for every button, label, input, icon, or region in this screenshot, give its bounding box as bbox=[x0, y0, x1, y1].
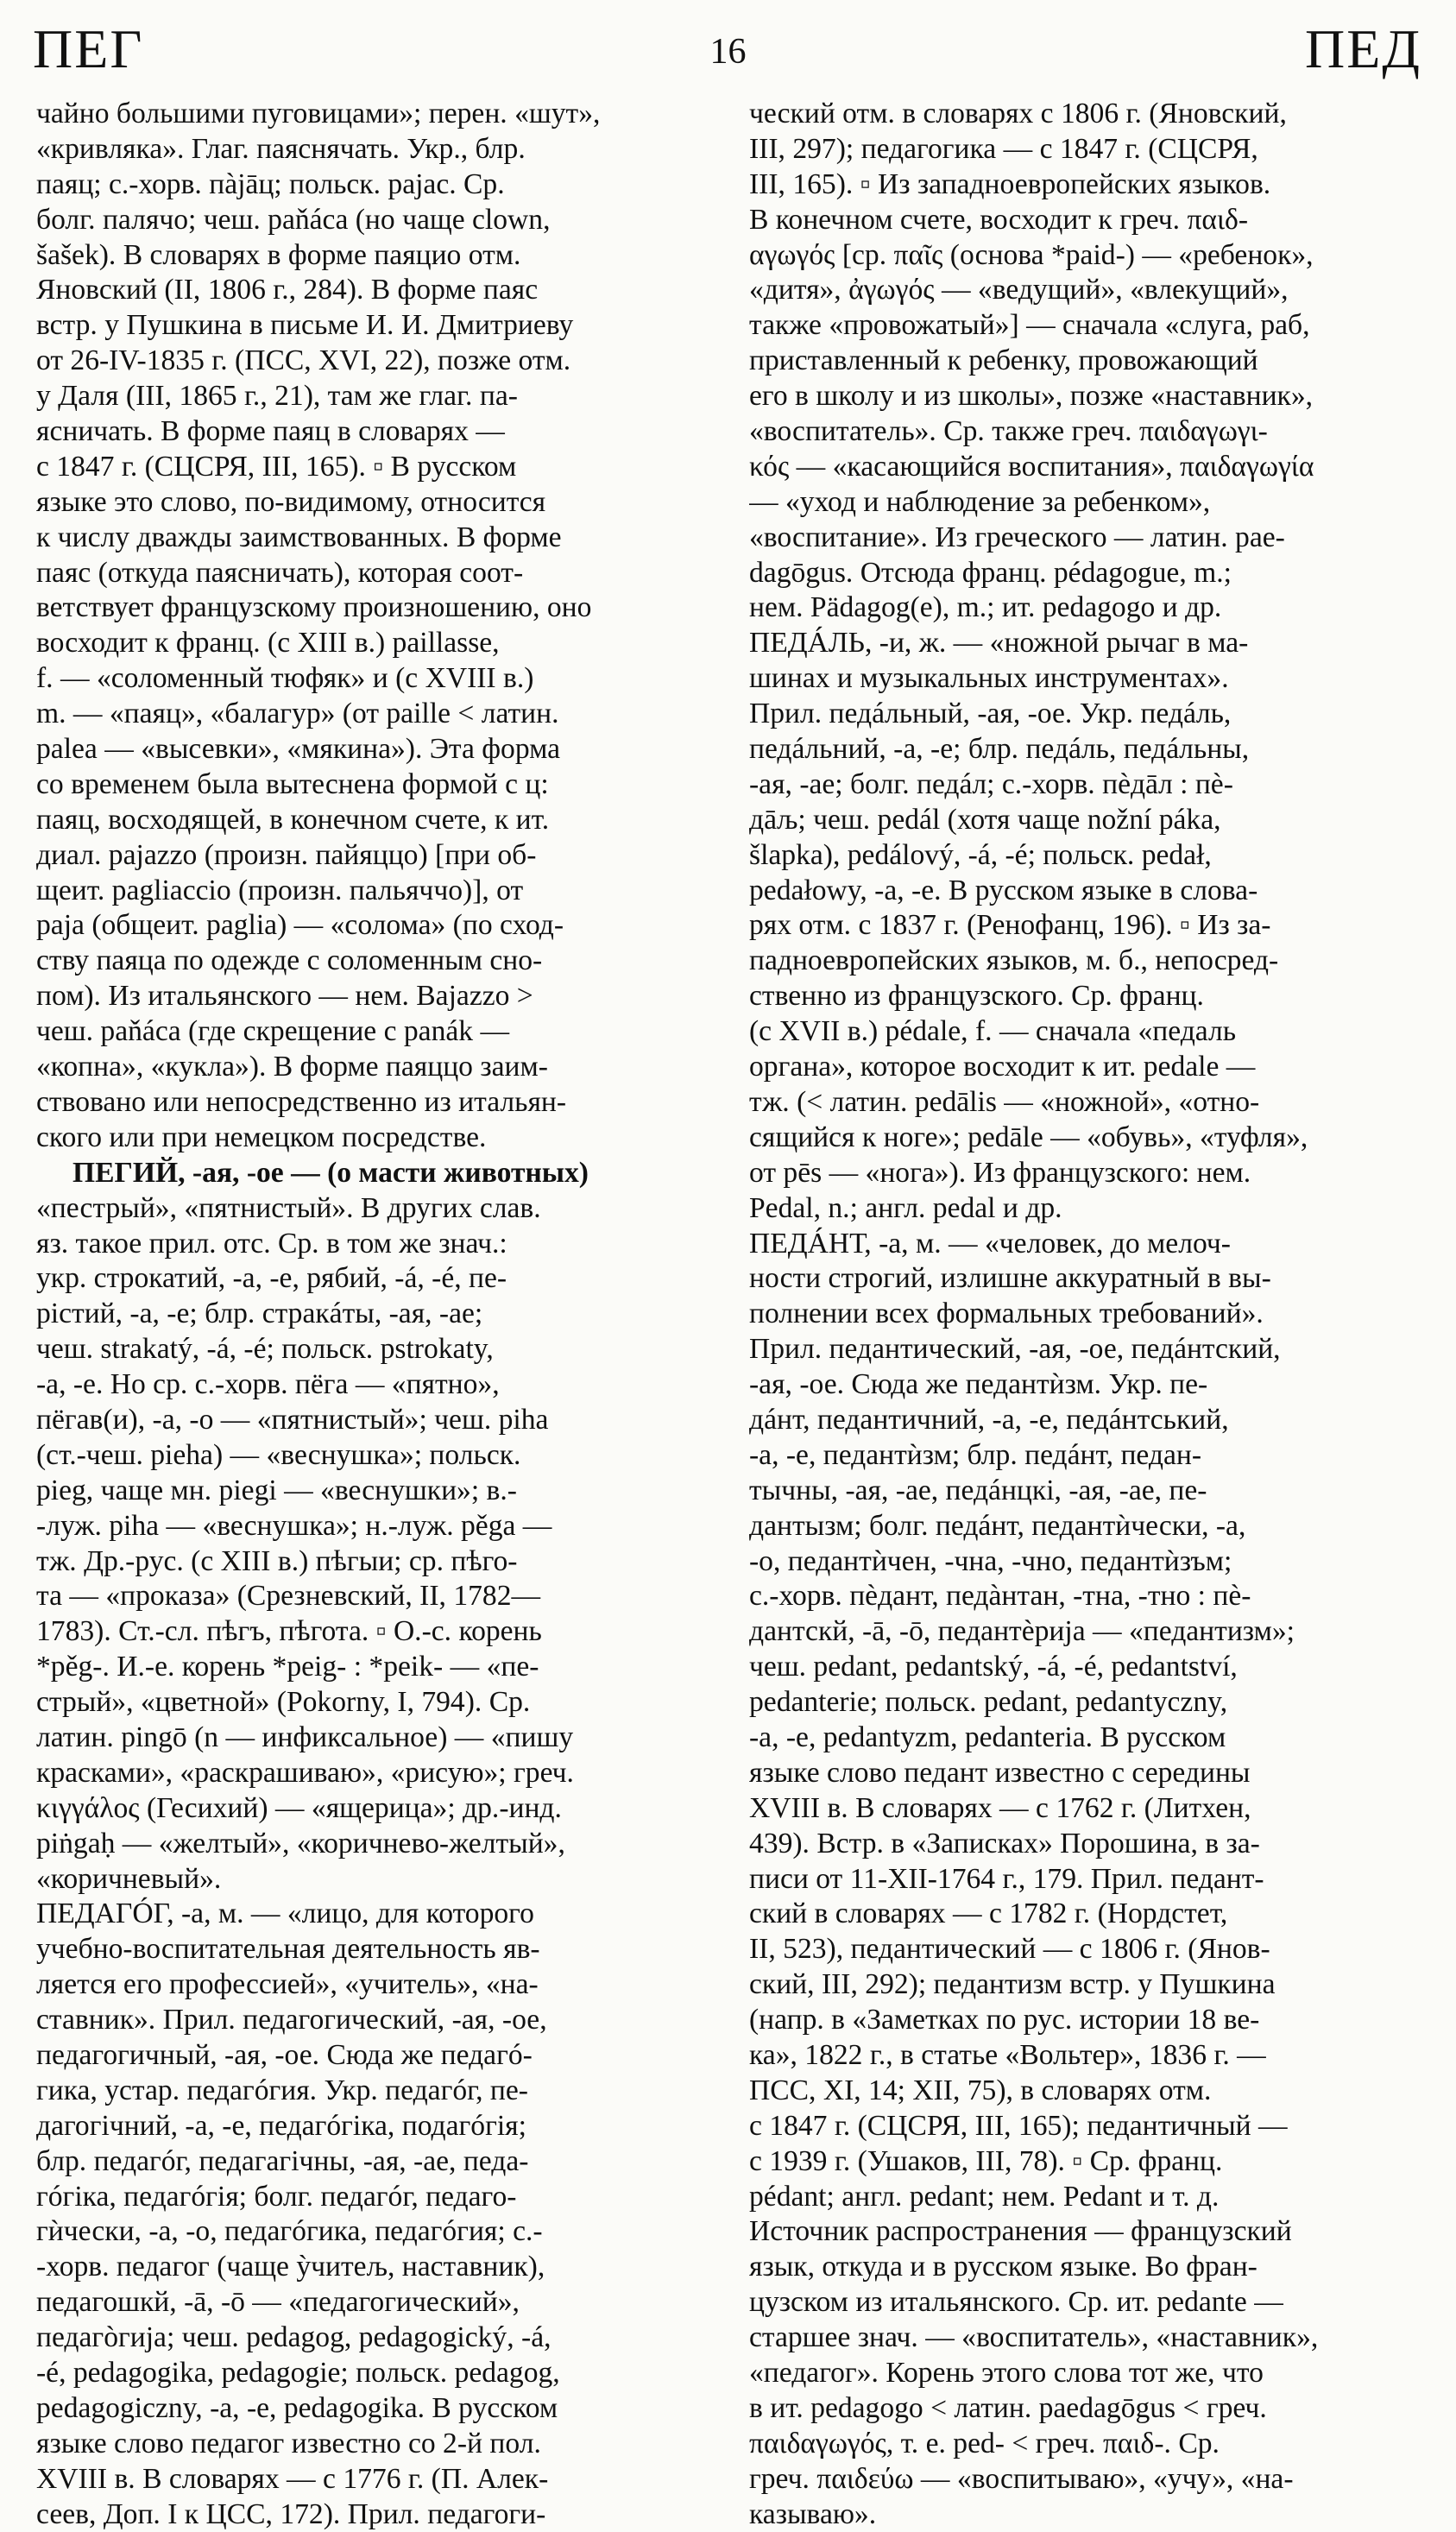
text-line: дāљ; чеш. pedál (хотя чаще nožní páka, bbox=[749, 803, 1221, 836]
text-line: приставленный к ребенку, провожающий bbox=[749, 344, 1258, 377]
text-line: pedanterie; польск. pedant, pedantyczny, bbox=[749, 1686, 1228, 1719]
text-line: «кривляка». Глаг. паяснячать. Укр., блр. bbox=[36, 132, 526, 165]
text-line: педагошкй, -ā, -ō — «педагогический», bbox=[36, 2286, 520, 2319]
text-line: встр. у Пушкина в письме И. И. Дмитриеву bbox=[36, 309, 574, 342]
entry-headword-line: ПЕГИЙ, -ая, -ое — (о масти животных) bbox=[72, 1156, 589, 1189]
text-line: 439). Встр. в «Записках» Порошина, в за- bbox=[749, 1827, 1260, 1860]
text-line: восходит к франц. (с XIII в.) paillasse, bbox=[36, 627, 500, 660]
text-line: полнении всех формальных требований». bbox=[749, 1298, 1264, 1330]
text-line: падноевропейских языков, м. б., непосред- bbox=[749, 944, 1279, 977]
right-guide-word: ПЕД bbox=[1305, 18, 1421, 79]
text-line: диал. pajazzo (произн. пайяццо) [при об- bbox=[36, 838, 537, 871]
text-line: нем. Pädagog(e), m.; ит. pedagogo и др. bbox=[749, 591, 1222, 624]
text-line: болг. палячо; чеш. paňáca (но чаще clown, bbox=[36, 203, 551, 236]
text-line: ясничать. В форме паяц в словарях — bbox=[36, 415, 505, 448]
text-line: (с XVII в.) pédale, f. — сначала «педаль bbox=[749, 1015, 1237, 1048]
text-line: латин. pingō (n — инфиксальное) — «пишу bbox=[36, 1721, 574, 1753]
text-line: — «уход и наблюдение за ребенком», bbox=[749, 485, 1211, 518]
text-line: ский в словарях — с 1782 г. (Нордстет, bbox=[749, 1897, 1228, 1930]
text-line: XVIII в. В словарях — с 1762 г. (Литхен, bbox=[749, 1791, 1251, 1824]
text-line: шинах и музыкальных инструментах». bbox=[749, 662, 1229, 695]
text-line: педагогичный, -ая, -ое. Сюда же педагó- bbox=[36, 2038, 533, 2071]
text-line: паяс (откуда паясничать), которая соот- bbox=[36, 556, 524, 589]
text-line: стрый», «цветной» (Pokorny, I, 794). Ср. bbox=[36, 1686, 531, 1719]
text-line: ПСС, XI, 14; XII, 75), в словарях отм. bbox=[749, 2074, 1212, 2106]
text-line: ский, III, 292); педантизм встр. у Пушкина bbox=[749, 1968, 1276, 2001]
text-line: учебно-воспитательная деятельность яв- bbox=[36, 1933, 540, 1966]
text-line: šlapka), pedálový, -á, -é; польск. pedał, bbox=[749, 838, 1212, 871]
text-line: (напр. в «Заметках по рус. истории 18 ве- bbox=[749, 2004, 1260, 2036]
text-line: Прил. педáльный, -ая, -ое. Укр. педáль, bbox=[749, 698, 1232, 730]
text-line: Источник распространения — французский bbox=[749, 2215, 1292, 2248]
text-line: f. — «соломенный тюфяк» и (с XVIII в.) bbox=[36, 662, 534, 695]
text-line: XVIII в. В словарях — с 1776 г. (П. Алек- bbox=[36, 2462, 549, 2495]
text-line: «педагог». Корень этого слова тот же, что bbox=[749, 2357, 1264, 2389]
text-line: языке слово педагог известно со 2-й пол. bbox=[36, 2427, 541, 2459]
text-line: греч. παιδεύω — «воспитываю», «учу», «на- bbox=[749, 2462, 1294, 2495]
text-line: рістий, -а, -е; блр. стракáты, -ая, -ае; bbox=[36, 1298, 483, 1330]
text-line: ству паяца по одежде с соломенным сно- bbox=[36, 944, 543, 977]
text-line: m. — «паяц», «балагур» (от paille < латин. bbox=[36, 698, 559, 730]
text-line: Прил. педантический, -ая, -ое, педáнтский, bbox=[749, 1333, 1281, 1366]
text-line: -ая, -ае; болг. педáл; с.-хорв. пèдāл : пè- bbox=[749, 767, 1233, 800]
text-line: пёгав(и), -а, -о — «пятнистый»; чеш. piha bbox=[36, 1403, 549, 1436]
text-line: ставник». Прил. педагогический, -ая, -ое, bbox=[36, 2004, 547, 2036]
page-number: 16 bbox=[709, 32, 747, 72]
text-line: В конечном счете, восходит к греч. παιδ- bbox=[749, 203, 1249, 236]
text-line: ляется его профессией», «учитель», «на- bbox=[36, 1968, 539, 2001]
text-line: с 1847 г. (СЦСРЯ, III, 165); педантичный — bbox=[749, 2109, 1288, 2142]
text-line: «копна», «кукла»). В форме паяццо заим- bbox=[36, 1051, 548, 1083]
text-line: II, 523), педантический — с 1806 г. (Янов- bbox=[749, 1933, 1270, 1966]
text-line: šašek). В словарях в форме паяцио отм. bbox=[36, 238, 521, 271]
text-line: «воспитание». Из греческого — латин. pae- bbox=[749, 521, 1285, 553]
text-line: (ст.-чеш. pieha) — «веснушка»; польск. bbox=[36, 1438, 521, 1471]
text-line: дантызм; болг. педáнт, педантѝчески, -а, bbox=[749, 1509, 1246, 1542]
text-line: цузском из итальянского. Ср. ит. pedante — bbox=[749, 2286, 1283, 2319]
text-line: яз. такое прил. отс. Ср. в том же знач.: bbox=[36, 1227, 507, 1260]
text-line: язык, откуда и в русском языке. Во фран- bbox=[749, 2251, 1257, 2283]
text-line: педáльний, -а, -е; блр. педáль, педáльны, bbox=[749, 733, 1250, 766]
text-line: «воспитатель». Ср. также греч. παιδαγωγι- bbox=[749, 415, 1268, 448]
text-line: αγωγός [ср. παῖς (основа *paid-) — «ребенок», bbox=[749, 238, 1314, 271]
text-line: от pēs — «нога»). Из французского: нем. bbox=[749, 1156, 1251, 1189]
text-line: 1783). Ст.-сл. пѣгъ, пѣгота. ▫ О.-с. корень bbox=[36, 1615, 542, 1648]
text-line: ского или при немецком посредстве. bbox=[36, 1121, 487, 1153]
text-line: -а, -е, педантѝзм; блр. педáнт, педан- bbox=[749, 1438, 1202, 1471]
text-line: гика, устар. педагóгия. Укр. педагóг, пе- bbox=[36, 2074, 528, 2106]
text-line: ческий отм. в словарях с 1806 г. (Яновский, bbox=[749, 98, 1287, 129]
text-line: писи от 11-XII-1764 г., 179. Прил. педант- bbox=[749, 1862, 1264, 1895]
text-line: παιδαγωγός, т. е. ped- < греч. παιδ-. Ср. bbox=[749, 2427, 1220, 2459]
text-line: ПЕДÁЛЬ, -и, ж. — «ножной рычаг в ма- bbox=[749, 627, 1249, 660]
text-line: ПЕДАГÓГ, -а, м. — «лицо, для которого bbox=[36, 1897, 534, 1930]
text-line: pédant; англ. pedant; нем. Pedant и т. д. bbox=[749, 2180, 1220, 2213]
text-line: «коричневый». bbox=[36, 1862, 222, 1895]
text-line: Яновский (II, 1806 г., 284). В форме паяс bbox=[36, 274, 539, 306]
text-line: с 1847 г. (СЦСРЯ, III, 165). ▫ В русском bbox=[36, 450, 517, 483]
text-line: -хорв. педагог (чаще ỳчитељ, наставник), bbox=[36, 2251, 545, 2283]
left-guide-word: ПЕГ bbox=[33, 18, 144, 79]
text-line: III, 165). ▫ Из западноевропейских языков. bbox=[749, 167, 1271, 200]
text-line: сящийся к ноге»; pedāle — «обувь», «туфля», bbox=[749, 1121, 1308, 1153]
text-line: языке это слово, по-видимому, относится bbox=[36, 485, 546, 518]
text-line: ветствует французскому произношению, оно bbox=[36, 591, 592, 624]
text-line: блр. педагóг, педагагічны, -ая, -ае, педа- bbox=[36, 2144, 529, 2177]
text-line: -ая, -ое. Сюда же педантѝзм. Укр. пе- bbox=[749, 1368, 1208, 1401]
right-column bbox=[749, 97, 1422, 2532]
text-line: в ит. pedagogo < латин. paedagōgus < греч. bbox=[749, 2391, 1267, 2424]
text-line: «пестрый», «пятнистый». В других слав. bbox=[36, 1191, 541, 1224]
text-line: со временем была вытеснена формой с ц: bbox=[36, 767, 549, 800]
text-line: ности строгий, излишне аккуратный в вы- bbox=[749, 1262, 1271, 1295]
text-line: рях отм. с 1837 г. (Ренофанц, 196). ▫ Из за- bbox=[749, 909, 1271, 942]
text-line: казываю». bbox=[749, 2497, 877, 2530]
text-line: -a, -e. Но ср. с.-хорв. пёга — «пятно», bbox=[36, 1368, 500, 1401]
text-line: тж. Др.-рус. (с XIII в.) пѣгыи; ср. пѣго- bbox=[36, 1544, 518, 1577]
text-line: palea — «высевки», «мякина»). Эта форма bbox=[36, 733, 561, 766]
text-line: пом). Из итальянского — нем. Bajazzo > bbox=[36, 980, 533, 1013]
text-line: чеш. pedant, pedantský, -á, -é, pedantství, bbox=[749, 1651, 1238, 1683]
text-line: κιγγάλος (Гесихий) — «ящерица»; др.-инд. bbox=[36, 1791, 562, 1824]
text-line: гóгіка, педагóгія; болг. педагóг, педаго- bbox=[36, 2180, 517, 2213]
text-line: ПЕДÁНТ, -а, м. — «человек, до мелоч- bbox=[749, 1227, 1231, 1260]
text-line: dagōgus. Отсюда франц. pédagogue, m.; bbox=[749, 556, 1232, 589]
running-head bbox=[0, 19, 1456, 79]
text-line: гѝчески, -а, -о, педагóгика, педагóгия; с.- bbox=[36, 2215, 543, 2248]
text-line: его в школу и из школы», позже «наставник», bbox=[749, 380, 1314, 413]
text-line: у Даля (III, 1865 г., 21), там же глаг. па- bbox=[36, 380, 518, 413]
text-line: укр. строкатий, -а, -е, рябий, -á, -é, пе- bbox=[36, 1262, 507, 1295]
text-line: -a, -e, pedantyzm, pedanteria. В русском bbox=[749, 1721, 1226, 1753]
text-line: -о, педантѝчен, -чна, -чно, педантѝзъм; bbox=[749, 1544, 1232, 1577]
text-line: pieg, чаще мн. piegi — «веснушки»; в.- bbox=[36, 1474, 517, 1506]
text-line: κός — «касающийся воспитания», παιδαγωγία bbox=[749, 450, 1314, 483]
text-line: дагогічний, -а, -е, педагóгіка, подагóгія; bbox=[36, 2109, 526, 2142]
text-line: чеш. strakatý, -á, -é; польск. pstrokaty, bbox=[36, 1333, 494, 1366]
text-line: к числу дважды заимствованных. В форме bbox=[36, 521, 562, 553]
text-line: дáнт, педантичний, -а, -е, педáнтський, bbox=[749, 1403, 1229, 1436]
text-line: piṅgaḥ — «желтый», «коричнево-желтый», bbox=[36, 1827, 565, 1860]
text-line: щеит. pagliaccio (произн. пальяччо)], от bbox=[36, 874, 524, 906]
text-line: -é, pedagogika, pedagogie; польск. pedagog, bbox=[36, 2357, 560, 2389]
text-line: ствовано или непосредственно из итальян- bbox=[36, 1085, 567, 1118]
text-line: старшее знач. — «воспитатель», «наставник», bbox=[749, 2321, 1319, 2354]
text-line: с 1939 г. (Ушаков, III, 78). ▫ Ср. франц. bbox=[749, 2144, 1223, 2177]
text-line: -луж. piha — «веснушка»; н.-луж. pěga — bbox=[36, 1509, 552, 1542]
text-line: paja (общеит. paglia) — «солома» (по сход- bbox=[36, 909, 564, 942]
text-line: педагòгија; чеш. pedagog, pedagogický, -á, bbox=[36, 2321, 552, 2354]
text-line: Pedal, n.; англ. pedal и др. bbox=[749, 1191, 1062, 1224]
text-line: *pěg-. И.-е. корень *peig- : *peik- — «пе- bbox=[36, 1651, 539, 1683]
text-line: ственно из французского. Ср. франц. bbox=[749, 980, 1204, 1013]
text-line: языке слово педант известно с середины bbox=[749, 1756, 1251, 1789]
text-line: тж. (< латин. pedālis — «ножной», «отно- bbox=[749, 1085, 1260, 1118]
left-column bbox=[36, 97, 709, 2532]
text-line: чеш. paňáca (где скрещение с panák — bbox=[36, 1015, 510, 1048]
text-line: pedagogiczny, -a, -e, pedagogika. В русском bbox=[36, 2391, 558, 2424]
text-line: ка», 1822 г., в статье «Вольтер», 1836 г. — bbox=[749, 2038, 1266, 2071]
text-line: pedałowy, -a, -e. В русском языке в слова- bbox=[749, 874, 1258, 906]
text-line: III, 297); педагогика — с 1847 г. (СЦСРЯ, bbox=[749, 132, 1258, 165]
text-line: сеев, Доп. I к ЦСС, 172). Прил. педагоги- bbox=[36, 2497, 546, 2530]
text-line: от 26-IV-1835 г. (ПСС, XVI, 22), позже отм. bbox=[36, 344, 571, 377]
text-line: с.-хорв. пèдант, педàнтан, -тна, -тно : пè- bbox=[749, 1580, 1251, 1613]
text-line: красками», «раскрашиваю», «рисую»; греч. bbox=[36, 1756, 574, 1789]
text-line: паяц, восходящей, в конечном счете, к ит. bbox=[36, 803, 550, 836]
text-line: дантскй, -ā, -ō, педантèрија — «педантизм»; bbox=[749, 1615, 1295, 1648]
text-line: органа», которое восходит к ит. pedale — bbox=[749, 1051, 1256, 1083]
text-line: чайно большими пуговицами»; перен. «шут», bbox=[36, 98, 601, 129]
text-line: та — «проказа» (Срезневский, II, 1782— bbox=[36, 1580, 541, 1613]
text-line: «дитя», ἀγωγός — «ведущий», «влекущий», bbox=[749, 274, 1289, 306]
text-line: паяц; с.-хорв. пàјāц; польск. pajac. Ср. bbox=[36, 167, 505, 200]
text-line: также «провожатый»] — сначала «слуга, раб, bbox=[749, 309, 1310, 342]
text-line: тычны, -ая, -ае, педáнцкі, -ая, -ае, пе- bbox=[749, 1474, 1207, 1506]
